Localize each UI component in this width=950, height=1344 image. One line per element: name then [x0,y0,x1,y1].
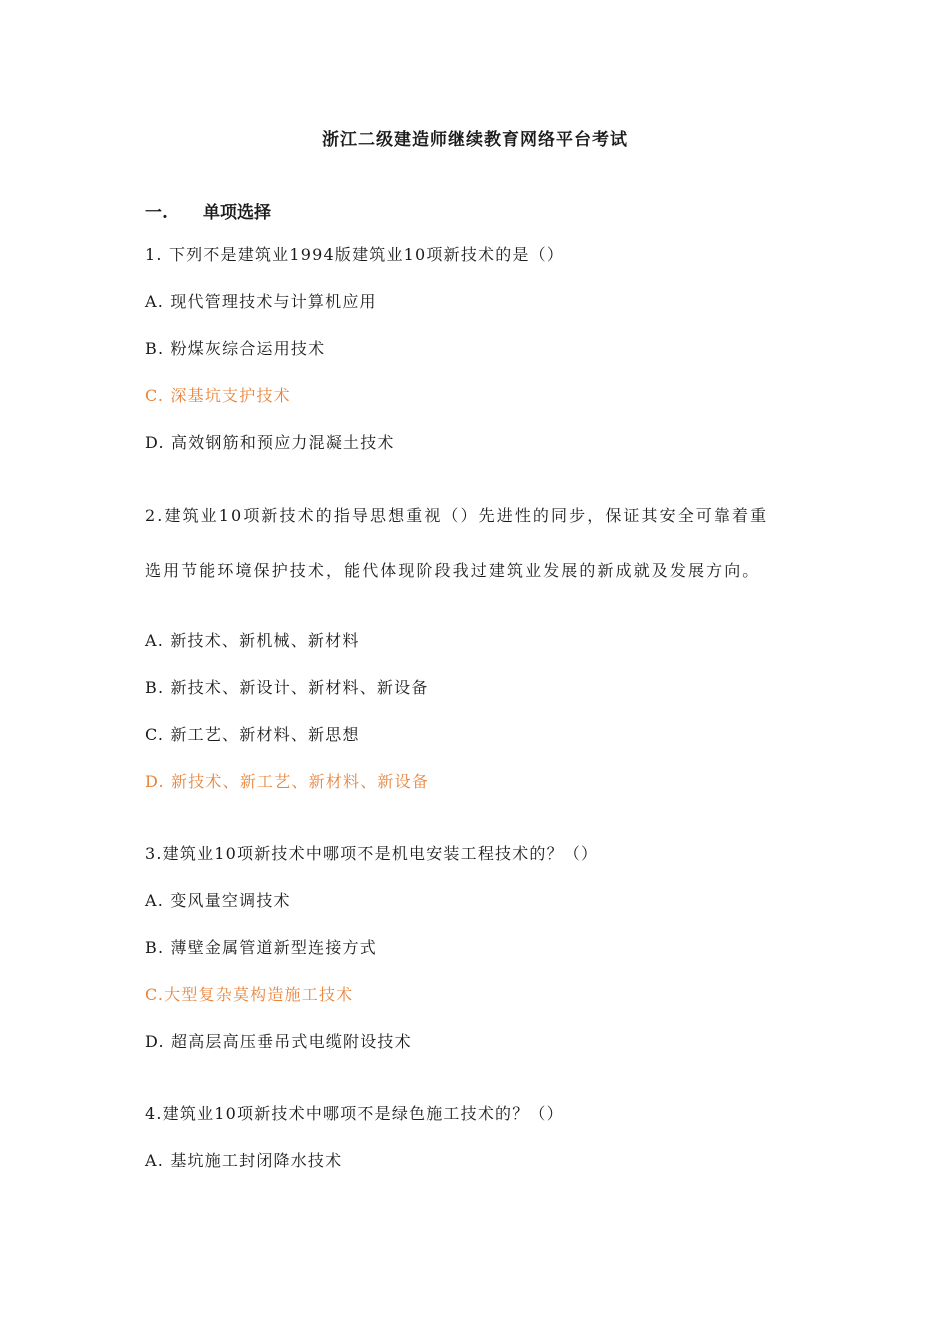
question-2-option-b: B. 新技术、新设计、新材料、新设备 [145,678,429,697]
question-2-option-d-answer: D. 新技术、新工艺、新材料、新设备 [145,772,430,791]
question-1-stem: 1. 下列不是建筑业1994版建筑业10项新技术的是（） [145,245,565,264]
question-2-stem-line-1: 2.建筑业10项新技术的指导思想重视（）先进性的同步，保证其安全可靠着重 [145,506,769,525]
question-4-option-a: A. 基坑施工封闭降水技术 [145,1151,343,1170]
question-4-stem: 4.建筑业10项新技术中哪项不是绿色施工技术的？（） [145,1104,564,1123]
question-2-stem-line-2: 选用节能环境保护技术，能代体现阶段我过建筑业发展的新成就及发展方向。 [145,561,761,580]
question-1-option-c-answer: C. 深基坑支护技术 [145,386,291,405]
question-1-option-d: D. 高效钢筋和预应力混凝土技术 [145,433,395,452]
section-heading [145,198,271,223]
question-2-option-a: A. 新技术、新机械、新材料 [145,631,360,650]
question-3-option-a: A. 变风量空调技术 [145,891,291,910]
page-title: 浙江二级建造师继续教育网络平台考试 [322,130,628,150]
question-3-option-d: D. 超高层高压垂吊式电缆附设技术 [145,1032,412,1051]
question-2-option-c: C. 新工艺、新材料、新思想 [145,725,360,744]
section-number: 一. [145,203,168,223]
question-1-option-a: A. 现代管理技术与计算机应用 [145,292,377,311]
question-3-option-c-answer: C.大型复杂莫构造施工技术 [145,985,354,1004]
question-1-option-b: B. 粉煤灰综合运用技术 [145,339,326,358]
section-label: 单项选择 [203,203,271,223]
question-3-stem: 3.建筑业10项新技术中哪项不是机电安装工程技术的？（） [145,844,599,863]
question-3-option-b: B. 薄壁金属管道新型连接方式 [145,938,377,957]
